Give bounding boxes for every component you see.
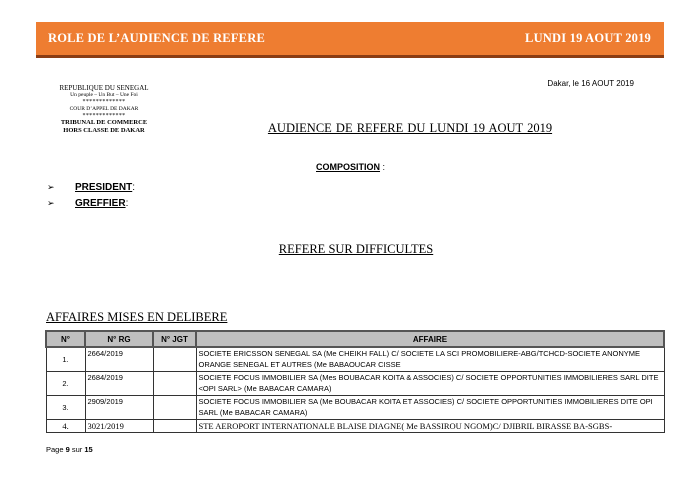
section-subtitle: REFERE SUR DIFFICULTES xyxy=(278,242,434,256)
arrow-bullet-icon: ➢ xyxy=(47,198,55,208)
composition-colon: : xyxy=(380,162,386,172)
row-affaire: STE AEROPORT INTERNATIONALE BLAISE DIAGNE( Me BASSIROU NGOM)C/ DJIBRIL BIRASSE BA-SGBS- xyxy=(196,420,664,433)
seal-court: COUR D’APPEL DE DAKAR xyxy=(69,106,139,112)
seal-republic: REPUBLIQUE DU SENEGAL xyxy=(59,84,149,92)
seal-tribunal: TRIBUNAL DE COMMERCE xyxy=(60,119,148,126)
row-affaire: SOCIETE FOCUS IMMOBILIER SA (Mes BOUBACAR KOITA & ASSOCIES) C/ SOCIETE OPPORTUNITIES IMMOBILIERES SARL DITE <OPI SARL> (Me BABACAR CAMARA) xyxy=(196,372,664,396)
row-affaire: SOCIETE FOCUS IMMOBILIER SA (Me BOUBACAR KOITA ET ASSOCIES) C/ SOCIETE OPPORTUNITIES IMMOBILIERES DITE OPI SARL (Me BABACAR CAMARA) xyxy=(196,396,664,420)
col-header-affaire: AFFAIRE xyxy=(196,331,664,347)
row-rg: 2684/2019 xyxy=(85,372,153,396)
document-date: Dakar, le 16 AOUT 2019 xyxy=(547,79,634,88)
seal-tribunal-class: HORS CLASSE DE DAKAR xyxy=(63,127,145,134)
arrow-bullet-icon: ➢ xyxy=(47,182,55,192)
footer-page-number: 9 xyxy=(65,445,70,454)
table-row xyxy=(46,420,664,433)
table-row xyxy=(46,372,664,396)
footer-page-label: Page xyxy=(46,445,66,454)
header-banner xyxy=(36,22,664,58)
page-footer xyxy=(46,445,93,454)
col-header-rg: N° RG xyxy=(85,331,153,347)
row-jgt xyxy=(153,420,196,433)
cases-table xyxy=(45,330,665,433)
table-header-row xyxy=(46,331,664,347)
composition-label: COMPOSITION xyxy=(316,162,381,172)
greffier-colon: : xyxy=(125,198,129,209)
president-colon: : xyxy=(132,182,136,193)
deliberation-heading: AFFAIRES MISES EN DELIBERE xyxy=(46,310,228,324)
row-number: 3. xyxy=(46,396,85,420)
row-rg: 2664/2019 xyxy=(85,347,153,372)
footer-of-label: sur xyxy=(69,445,85,454)
row-affaire: SOCIETE ERICSSON SENEGAL SA (Me CHEIKH FALL) C/ SOCIETE LA SCI PROMOBILIERE-ABG/TCHCD-SOCIETE ANONYME ORANGE SENEGAL ET AUTRES (Me BABAOUCAR CISSE xyxy=(196,347,664,372)
row-number: 4. xyxy=(46,420,85,433)
row-rg: 2909/2019 xyxy=(85,396,153,420)
seal-motto: Un peuple – Un But – Une Foi xyxy=(70,92,138,98)
col-header-number: N° xyxy=(46,331,85,347)
president-label: PRESIDENT xyxy=(75,182,133,193)
footer-page-total: 15 xyxy=(84,445,93,454)
seal-stars: ************* xyxy=(82,113,126,119)
row-number: 1. xyxy=(46,347,85,372)
greffier-label: GREFFIER xyxy=(75,198,126,209)
table-row xyxy=(46,396,664,420)
row-jgt xyxy=(153,372,196,396)
greffier-line xyxy=(47,198,128,209)
row-number: 2. xyxy=(46,372,85,396)
seal-stars: ************* xyxy=(82,99,126,105)
col-header-jgt: N° JGT xyxy=(153,331,196,347)
hearing-title: AUDIENCE DE REFERE DU LUNDI 19 AOUT 2019 xyxy=(267,121,553,135)
president-line xyxy=(47,182,135,193)
row-jgt xyxy=(153,396,196,420)
composition-heading xyxy=(316,162,385,172)
row-rg: 3021/2019 xyxy=(85,420,153,433)
row-jgt xyxy=(153,347,196,372)
banner-date: LUNDI 19 AOUT 2019 xyxy=(525,31,651,45)
banner-title: ROLE DE L’AUDIENCE DE REFERE xyxy=(48,31,265,45)
table-row xyxy=(46,347,664,372)
